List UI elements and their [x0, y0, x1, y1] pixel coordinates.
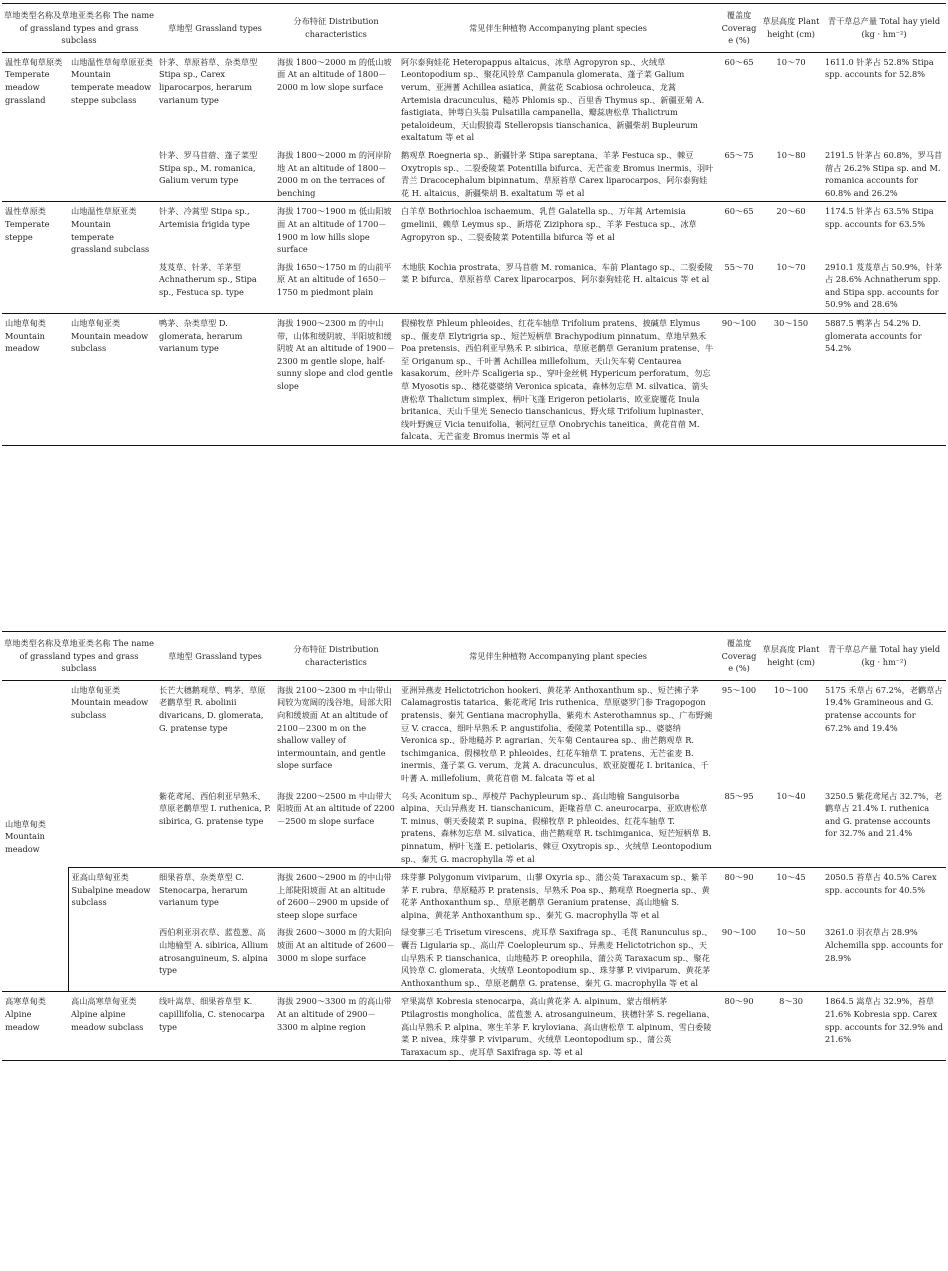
- grassland-subclass: 山地草甸亚类 Mountain meadow subclass: [71, 684, 149, 720]
- height-value: 10～40: [776, 790, 806, 801]
- grassland-table-part-1: [2, 3, 946, 446]
- coverage-value: 65～75: [724, 149, 754, 160]
- distribution: 海拔 1800～2000 m 的低山坡面 At an altitude of 1800－2000 m low slope surface: [277, 56, 392, 92]
- distribution: 海拔 2100～2300 m 中山带山间较为宽阔的浅谷地，局部大阳向和缓坡面 At an altitude of 2100－2300 m on the shallow valley of intermountain, and gentle slope surface: [277, 684, 392, 771]
- height-value: 30～150: [773, 318, 809, 329]
- grassland-subclass: [68, 258, 156, 314]
- grassland-type: 芨芨草、针茅、羊茅型 Achnatherum sp., Stipa sp., Festuca sp. type: [159, 261, 257, 297]
- grassland-class: 温性草甸草原类 Temperate meadow grassland: [5, 56, 63, 105]
- table-row: [2, 787, 946, 868]
- header-type-name: 草地类型名称及草地亚类名称 The name of grassland types and grass subclass: [4, 10, 154, 46]
- accompanying-species: 白羊草 Bothriochloa ischaemum、乳苣 Galatella sp.、万年蒿 Artemisia gmelinii、赖草 Leymus sp.、新塔花 Ziziphora sp.、羊茅 Festuca sp.、冰草 Agropyron sp.、二裂委陵菜 Potentilla bifurca 等 et al: [401, 206, 697, 242]
- coverage-value: 60～65: [724, 206, 754, 217]
- header-coverage: 覆盖度 Coverage (%): [721, 638, 757, 674]
- hay-yield: 1864.5 嵩草占 32.9%，苔草 21.6% Kobresia spp. Carex spp. accounts for 32.9% and 21.6%: [825, 996, 944, 1045]
- header-hay-yield: 青干草总产量 Total hay yield (kg · hm⁻²): [827, 644, 941, 667]
- table-row: [2, 680, 946, 786]
- accompanying-species: 乌头 Aconitum sp.、厚棱芹 Pachypleurum sp.、高山地榆 Sanguisorba alpina、天山异燕麦 H. tianschanicum、距喙苔草 C. aneurocarpa、亚欧唐松草 T. minus、朝天委陵菜 P. supina、假梯牧草 P. phleoides、红花车轴草 T. pratens、森林勿忘草 M. silvatica、曲芒鹅观草 R. tschimganica、短芒短柄草 B. pinnatum、柄叶飞蓬 E. petiolaris、棘豆 Oxytropis sp.、火绒草 Leontopodium sp.、秦艽 G. macrophylla 等 et al: [401, 790, 712, 864]
- hay-yield: 3261.0 羽衣草占 28.9% Alchemilla spp. accounts for 28.9%: [825, 927, 943, 963]
- accompanying-species: 木地肤 Kochia prostrata、罗马苜蓿 M. romanica、车前 Plantago sp.、二裂委陵菜 P. bifurca、草原苔草 Carex liparocarpos、阿尔泰狗娃花 H. altaicus 等 et al: [401, 261, 713, 285]
- header-plant-height: 草层高度 Plant height (cm): [762, 644, 820, 667]
- table-row: [2, 868, 946, 924]
- height-value: 10～45: [776, 872, 806, 883]
- coverage-value: 80～90: [724, 996, 754, 1007]
- grassland-subclass: 山地温性草原亚类 Mountain temperate grassland subclass: [71, 206, 150, 255]
- height-value: 10～100: [773, 684, 809, 695]
- grassland-type: 线叶嵩草、细果苔草型 K. capillifolia, C. stenocarpa type: [159, 996, 265, 1032]
- grassland-subclass: 山地草甸亚类 Mountain meadow subclass: [71, 318, 149, 354]
- header-accompanying-species: 常见伴生种植物 Accompanying plant species: [469, 22, 647, 33]
- grassland-type: 长芒大穗鹅观草、鸭茅、草原老鹳草型 R. abolinii divaricans, D. glomerata, G. pratense type: [159, 684, 266, 733]
- height-value: 8～30: [779, 996, 803, 1007]
- grassland-class: 山地草甸类 Mountain meadow: [5, 818, 46, 854]
- table-row: [2, 258, 946, 314]
- table-header-row: [2, 4, 946, 53]
- grassland-type: 鸭茅、杂类草型 D. glomerata, herarum varianum type: [159, 318, 243, 354]
- distribution: 海拔 2600～3000 m 的大阳向坡面 At an altitude of 2600－3000 m slope surface: [277, 927, 395, 963]
- accompanying-species: 窄果嵩草 Kobresia stenocarpa、高山黄花茅 A. alpinum、蒙古细柄茅 Ptilagrostis mongholica、蓝苞葱 A. atrosanguineum、狭穗针茅 S. regeliana、高山早熟禾 P. alpina、寒生羊茅 F. kryloviana、高山唐松草 T. alpinum、雪白委陵菜 P. nivea、珠芽蓼 P. viviparum、火绒草 Leontopodium sp.、蒲公英 Taraxacum sp.、虎耳草 Saxifraga sp. 等 et al: [401, 996, 715, 1057]
- table-row: [2, 992, 946, 1061]
- height-value: 10～80: [776, 149, 806, 160]
- grassland-type: 针茅、冷蒿型 Stipa sp., Artemisia frigida type: [159, 206, 250, 229]
- grassland-subclass: 高山高寒草甸亚类 Alpine alpine meadow subclass: [71, 996, 144, 1032]
- hay-yield: 5887.5 鸭茅占 54.2% D. glomerata accounts for 54.2%: [825, 318, 922, 354]
- coverage-value: 90～100: [721, 318, 757, 329]
- distribution: 海拔 1900～2300 m 的中山带，山体和缓阴坡、半阳坡和缓阴坡 At an altitude of 1900－2300 m gentle slope, half-sunny slope and clod gentle slope: [277, 318, 395, 392]
- grassland-type: 针茅、草原苔草、杂类草型 Stipa sp., Carex liparocarpos, herarum varianum type: [159, 56, 258, 105]
- grassland-type: 细果苔草、杂类草型 C. Stenocarpa, herarum varianum type: [159, 872, 248, 908]
- grassland-class: 高寒草甸类 Alpine meadow: [5, 996, 46, 1032]
- accompanying-species: 鹅观草 Roegneria sp.、新疆针茅 Stipa sareptana、羊茅 Festuca sp.、棘豆 Oxytropis sp.、二裂委陵菜 Potentilla bifurca、无芒雀麦 Bromus inermis、羽叶青兰 Dracocephalum bipinnatum、草原苔草 Carex liparocarpos、阿尔泰狗娃花 H. altaicus、新疆柴胡 B. exaltatum 等 et al: [401, 149, 714, 198]
- accompanying-species: 绿变蓼三毛 Trisetum virescens、虎耳草 Saxifraga sp.、毛茛 Ranunculus sp.、囊吾 Ligularia sp.、高山芹 Coelopleurum sp.、异燕麦 Helictotrichon sp.、天山早熟禾 P. tianschanica、山地糙苏 P. oreophila、蒲公英 Taraxacum sp.、聚花风铃草 C. glomerata、火绒草 Leontopodium sp.、珠芽蓼 P. viviparum、黄花茅 Anthoxanthum sp.、草原老鹳草 G. pratense、秦艽 G. macrophylla 等 et al: [401, 927, 713, 988]
- distribution: 海拔 2200～2500 m 中山带大阳坡面 At an altitude of 2200－2500 m slope surface: [277, 790, 395, 826]
- header-distribution: 分布特征 Distribution characteristics: [293, 16, 379, 39]
- accompanying-species: 亚洲异燕麦 Helictotrichon hookeri、黄花茅 Anthoxanthum sp.、短芒拂子茅 Calamagrostis tatarica、紫花鸢尾 Iris ruthenica、草原婆罗门参 Tragopogon pratensis、秦艽 Gentiana macrophylla、紫苑木 Asterothamnus sp.、广布野豌豆 V. cracca、细叶早熟禾 P. angustifolia、委陵菜 Potentilla sp.、婆婆纳 Veronica sp.、卧地糙苏 P. agrarian、矢车菊 Centaurea sp.、曲芒鹅观草 R. tschimganica、假梯牧草 P. phleoides、红花车轴草 T. pratens、无芒雀麦 B. inermis、蓬子菜 G. verum、龙蒿 A. dracunculus、欧亚旋覆花 I. britanica、千叶蓍 A. millefolium、黄花苜蓿 M. falcata 等 et al: [401, 684, 713, 783]
- accompanying-species: 假梯牧草 Phleum phleoides、红花车轴草 Trifolium pratens、披碱草 Elymus sp.、偃麦草 Elytrigria sp.、短芒短柄草 Brachypodium pinnatum、草地早熟禾 Poa pretensis、西伯利亚早熟禾 P. sibirica、草原老鹳草 Geranium pratense、牛至 Origanum sp.、千叶蓍 Achillea millefolium、天山矢车菊 Centaurea kasakorum、丝叶芹 Scaligeria sp.、穿叶金丝桃 Hypericum perforatum、勿忘草 Myosotis sp.、穗花婆婆纳 Veronica spicata、森林勿忘草 M. silvatica、箭头唐松草 Thalictum simplex、柄叶飞蓬 Erigeron petiolaris、欧亚旋覆花 Inula britanica、天山千里光 Senecio tianschanicus、野火球 Trifolium lupinaster、线叶野豌豆 Vicia tenuifolia、顿河红豆草 Onobrychis taneitica、黄花苜蓿 M. falcata、无芒雀麦 Bromus inermis 等 et al: [401, 318, 714, 442]
- grassland-subclass: [68, 787, 156, 868]
- header-type-name: 草地类型名称及草地亚类名称 The name of grassland types and grass subclass: [4, 638, 154, 674]
- hay-yield: 1611.0 针茅占 52.8% Stipa spp. accounts for 52.8%: [825, 56, 934, 80]
- grassland-subclass: 山地温性草甸草原亚类 Mountain temperate meadow steppe subclass: [71, 56, 153, 105]
- table-row: [2, 314, 946, 446]
- grassland-class: 温性草原类 Temperate steppe: [5, 206, 50, 242]
- header-grassland-type: 草地型 Grassland types: [168, 650, 262, 661]
- distribution: 海拔 2900～3300 m 的高山带 At an altitude of 2900－3300 m alpine region: [277, 996, 392, 1032]
- coverage-value: 85～95: [724, 790, 754, 801]
- grassland-subclass: [68, 146, 156, 202]
- coverage-value: 90～100: [721, 927, 757, 938]
- header-grassland-type: 草地型 Grassland types: [168, 22, 262, 33]
- hay-yield: 3250.5 紫花鸢尾占 32.7%，老鹳草占 21.4% I. ruthenica and G. pratense accounts for 32.7% and 21.4%: [825, 790, 943, 839]
- coverage-value: 80～90: [724, 872, 754, 883]
- header-accompanying-species: 常见伴生种植物 Accompanying plant species: [469, 650, 647, 661]
- header-coverage: 覆盖度 Coverage (%): [721, 10, 757, 46]
- table-row: [2, 923, 946, 991]
- accompanying-species: 阿尔泰狗娃花 Heteropappus altaicus、冰草 Agropyron sp.、火绒草 Leontopodium sp.、聚花风铃草 Campanula glomerata、蓬子菜 Galium verum、亚洲蓍 Achillea asiatica、黄盆花 Scabiosa ochroleuca、龙蒿 Artemisia dracunculus、糙苏 Phlomis sp.、百里香 Thymus sp.、新疆亚菊 A. fastigiata、钟萼白头翁 Pulsatilla campanella、瓣蕊唐松草 Thalictrum petaloideum、天山假狼毒 Stelleropsis tianschanica、新疆柴胡 Bupleurum exaltatum 等 et al: [401, 56, 705, 143]
- hay-yield: 2050.5 苔草占 40.5% Carex spp. accounts for 40.5%: [825, 872, 937, 895]
- table-row: [2, 202, 946, 258]
- table-row: [2, 146, 946, 202]
- coverage-value: 60～65: [724, 56, 754, 67]
- hay-yield: 2910.1 芨芨草占 50.9%，针茅占 28.6% Achnatherum spp. and Stipa spp. accounts for 50.9% and 28.6%: [825, 261, 943, 310]
- hay-yield: 1174.5 针茅占 63.5% Stipa spp. accounts for 63.5%: [825, 206, 934, 229]
- header-plant-height: 草层高度 Plant height (cm): [762, 16, 820, 39]
- grassland-table-part-2: [2, 631, 946, 1061]
- distribution: 海拔 1650～1750 m 的山前平原 At an altitude of 1650－1750 m piedmont plain: [277, 261, 392, 297]
- coverage-value: 55～70: [724, 261, 754, 272]
- height-value: 20～60: [776, 206, 806, 217]
- grassland-type: 西伯利亚羽衣草、蓝苞葱、高山地榆型 A. sibirica, Allium atrosanguineum, S. alpina type: [159, 927, 269, 976]
- grassland-subclass: 亚高山草甸亚类 Subalpine meadow subclass: [68, 868, 156, 924]
- table-row: [2, 52, 946, 146]
- hay-yield: 5175 禾草占 67.2%，老鹳草占 19.4% Gramineous and G. pratense accounts for 67.2% and 19.4%: [825, 684, 943, 733]
- grassland-subclass: [68, 923, 156, 991]
- distribution: 海拔 1700～1900 m 低山阳坡面 At an altitude of 1700－1900 m low hills slope surface: [277, 206, 392, 255]
- distribution: 海拔 2600～2900 m 的中山带上部陡阳坡面 At an altitude of 2600－2900 m upside of steep slope surface: [277, 872, 392, 920]
- grassland-class: 山地草甸类 Mountain meadow: [5, 318, 46, 354]
- header-hay-yield: 青干草总产量 Total hay yield (kg · hm⁻²): [827, 16, 941, 39]
- hay-yield: 2191.5 针茅占 60.8%，罗马苜蓿占 26.2% Stipa sp. and M. romanica accounts for 60.8% and 26.2%: [825, 149, 943, 198]
- header-distribution: 分布特征 Distribution characteristics: [293, 644, 379, 667]
- table-header-row: [2, 632, 946, 681]
- distribution: 海拔 1800～2000 m 的河岸阶地 At an altitude of 1800－2000 m on the terraces of benching: [277, 149, 392, 198]
- accompanying-species: 珠芽蓼 Polygonum viviparum、山蓼 Oxyria sp.、蒲公英 Taraxacum sp.、紫羊茅 F. rubra、草原糙苏 P. pratensis、早熟禾 Poa sp.、鹅观草 Roegneria sp.、黄花茅 Anthoxanthum sp.、草原老鹳草 Geranium pratense、高山地榆 S. alpina、黄花茅 Anthoxanthum sp.、秦艽 G. macrophylla 等 et al: [401, 872, 710, 920]
- grassland-type: 针茅、罗马苜蓿、蓬子菜型 Stipa sp., M. romanica, Galium verum type: [159, 149, 258, 186]
- height-value: 10～50: [776, 927, 806, 938]
- grassland-type: 紫花鸢尾、西伯利亚早熟禾、草原老鹳草型 I. ruthenica, P. sibirica, G. pratense type: [159, 790, 271, 826]
- height-value: 10～70: [776, 56, 806, 67]
- coverage-value: 95～100: [721, 684, 757, 695]
- height-value: 10～70: [776, 261, 806, 272]
